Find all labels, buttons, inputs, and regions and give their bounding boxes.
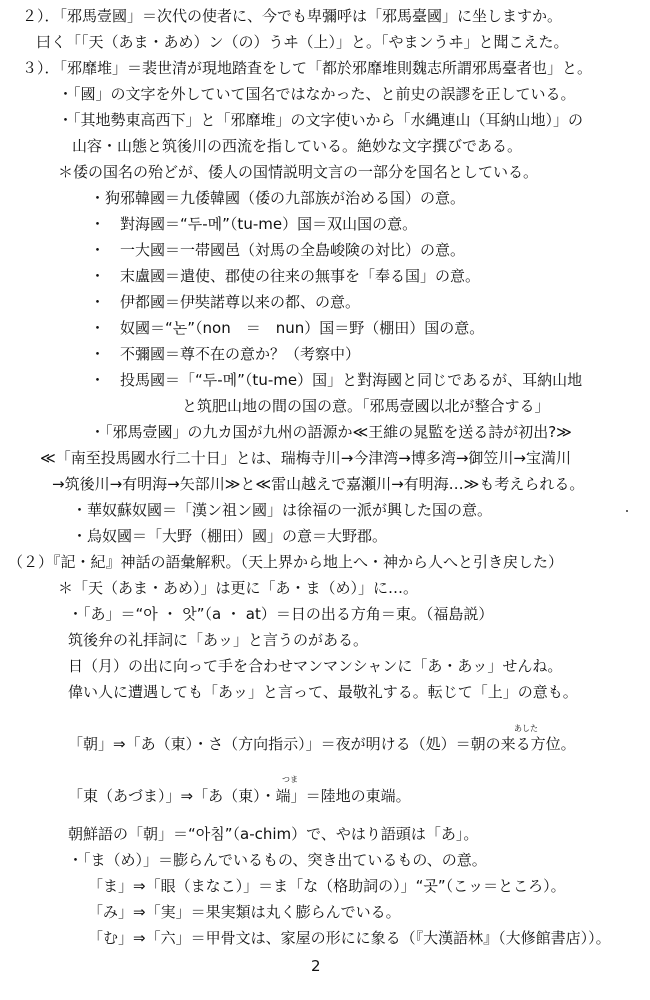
text-line-25: 筑後弁の礼拝詞に「あッ」と言うのがある。 (68, 631, 369, 649)
text-line-11: ・ 末盧國＝遣使、郡使の往来の無事を「奉る国」の意。 (90, 267, 481, 285)
text-line-34: 「む」⇒「六」＝甲骨文は、家屋の形にに象る（『大漢語林』（大修館書店））。 (88, 929, 611, 947)
text-line-5: ・「其地勢東高西下」と「邪靡堆」の文字使いから「水縄連山（耳納山地）」の (58, 111, 584, 129)
text-line-7: ＊倭の国名の殆どが、倭人の国情説明文言の一部分を国名としている。 (58, 163, 539, 181)
ruby-asa: あした (514, 724, 538, 733)
text-line-14: ・ 不彌國＝尊不在の意か？（考察中） (90, 345, 361, 363)
text-line-6: 山容・山態と筑後川の西流を指している。絶妙な文字撰びである。 (72, 137, 523, 155)
text-line-3: ３）．「邪靡堆」＝裴世清が現地踏査をして「都於邪靡堆則魏志所謂邪馬臺者也」と。 (22, 59, 593, 77)
text-line-28: 「朝」⇒「あ（東）・さ（方向指示）」＝夜が明ける（処）＝朝の来る方位。 (68, 735, 576, 753)
text-line-19: →筑後川→有明海→矢部川≫と≪雷山越えで嘉瀬川→有明海…≫も考えられる。 (52, 475, 585, 493)
text-line-16: と筑肥山地の間の国の意。「邪馬壹國以北が整合する」 (182, 397, 550, 415)
text-line-29: 「東（あづま）」⇒「あ（東）・端」＝陸地の東端。 (68, 787, 411, 805)
text-line-1: ２）．「邪馬壹國」＝次代の使者に、今でも卑彌呼は「邪馬臺國」に坐しますか。 (22, 7, 563, 25)
text-line-13: ・ 奴國＝“논”（non ＝ nun）国＝野（棚田）国の意。 (90, 319, 485, 337)
text-line-21: ・烏奴國＝「大野（棚田）國」の意＝大野郡。 (72, 527, 388, 545)
page-number: 2 (311, 957, 321, 975)
text-line-32: 「ま」⇒「眼（まなこ）」＝ま「な（格助詞の）」“곳”（こッ＝ところ）。 (88, 877, 566, 895)
text-line-26: 日（月）の出に向って手を合わせマンマンシャンに「あ・あッ」せんね。 (68, 657, 563, 675)
text-line-9: ・ 對海國＝“두-메”（tu-me）国＝双山国の意。 (90, 215, 418, 233)
ruby-tsuma: つま (282, 775, 298, 784)
text-line-24: ・「あ」＝“아 ・ 앗”（a ・ at）＝日の出る方角＝東。（福島説） (68, 605, 494, 623)
text-line-17: ・「邪馬壹國」の九カ国が九州の語源か≪王維の晁監を送る詩が初出?≫ (90, 423, 572, 441)
stray-mark (626, 510, 628, 512)
text-line-2: 曰く「「天（あま・あめ）ン（の）うヰ（上）」と。「やまンうヰ」と聞こえた。 (36, 33, 569, 51)
text-line-18: ≪「南至投馬國水行二十日」とは、瑞梅寺川→今津湾→博多湾→御笠川→宝満川 (40, 449, 571, 467)
text-line-23: ＊「天（あま・あめ）」は更に「あ・ま（め）」に…。 (58, 579, 419, 597)
text-line-10: ・ 一大國＝一帯國邑（対馬の全島峻険の対比）の意。 (90, 241, 466, 259)
text-line-27: 偉い人に遭遇しても「あッ」と言って、最敬礼する。転じて「上」の意も。 (68, 683, 578, 701)
text-line-33: 「み」⇒「実」＝果実類は丸く膨らんでいる。 (88, 903, 401, 921)
text-line-22: （２）『記・紀』神話の語彙解釈。（天上界から地上へ・神から人へと引き戻した） (8, 553, 564, 571)
text-line-15: ・ 投馬國＝「“두-메”（tu-me）国」と對海國と同じであるが、耳納山地 (90, 371, 583, 389)
text-line-31: ・「ま（め）」＝膨らんでいるもの、突き出ているもの、の意。 (68, 851, 487, 869)
text-line-12: ・ 伊都國＝伊奘諾尊以来の都、の意。 (90, 293, 361, 311)
text-line-8: ・狗邪韓國＝九倭韓國（倭の九部族が治める国）の意。 (90, 189, 466, 207)
text-line-20: ・華奴蘇奴國＝「漢ン祖ン國」は徐福の一派が興した国の意。 (72, 501, 493, 519)
text-line-30: 朝鮮語の「朝」＝“아침”（a-chim）で、やはり語頭は「あ」。 (68, 825, 479, 843)
text-line-4: ・「國」の文字を外していて国名ではなかった、と前史の誤謬を正している。 (58, 85, 576, 103)
